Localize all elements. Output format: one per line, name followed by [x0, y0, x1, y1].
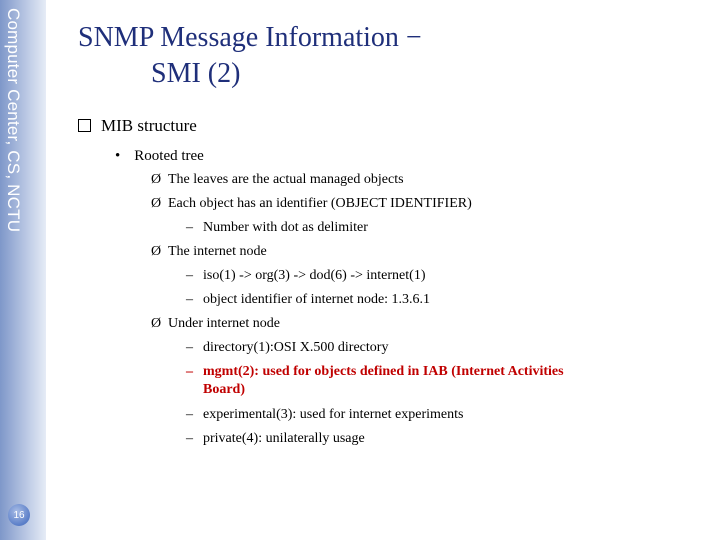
- bullet-mib-structure: [78, 115, 197, 137]
- item-text-continuation: Board): [203, 382, 245, 397]
- item-text: Number with dot as delimiter: [203, 220, 368, 235]
- dash-bullet-icon: –: [186, 364, 193, 379]
- arrow-item: [151, 243, 267, 261]
- sidebar-title: Computer Center, CS, NCTU: [4, 8, 23, 233]
- dash-item: [186, 291, 646, 309]
- item-text: Each object has an identifier (OBJECT IDENTIFIER): [168, 196, 472, 211]
- dash-item: [186, 406, 646, 424]
- title-line-1: SNMP Message Information −: [78, 22, 422, 53]
- dash-item: [186, 339, 646, 357]
- arrow-item: [151, 171, 404, 189]
- item-text: directory(1):OSI X.500 directory: [203, 340, 389, 355]
- dash-bullet-icon: –: [186, 431, 193, 446]
- dash-bullet-icon: –: [186, 340, 193, 355]
- arrow-item: [151, 195, 472, 213]
- item-text: The leaves are the actual managed objects: [168, 172, 404, 187]
- dash-item-highlighted: [186, 363, 646, 399]
- page-number-badge: 16: [8, 504, 30, 526]
- title-line-2: SMI (2): [151, 58, 241, 89]
- item-text: iso(1) -> org(3) -> dod(6) -> internet(1): [203, 268, 426, 283]
- dash-bullet-icon: –: [186, 220, 193, 235]
- sidebar: [0, 0, 46, 540]
- arrow-bullet-icon: Ø: [151, 316, 162, 331]
- item-text: Under internet node: [168, 316, 280, 331]
- dash-item: [186, 267, 646, 285]
- arrow-bullet-icon: Ø: [151, 244, 162, 259]
- dash-bullet-icon: –: [186, 268, 193, 283]
- slide-title: [78, 20, 638, 92]
- bullet-text: Rooted tree: [134, 148, 204, 164]
- dash-bullet-icon: –: [186, 407, 193, 422]
- arrow-bullet-icon: Ø: [151, 172, 162, 187]
- item-text: private(4): unilaterally usage: [203, 431, 365, 446]
- item-text: experimental(3): used for internet experiments: [203, 407, 464, 422]
- dash-item: [186, 430, 646, 448]
- dash-bullet-icon: –: [186, 292, 193, 307]
- item-text: mgmt(2): used for objects defined in IAB (Internet Activities: [203, 364, 564, 379]
- item-text: object identifier of internet node: 1.3.6.1: [203, 292, 431, 307]
- bullet-text: MIB structure: [101, 116, 197, 135]
- arrow-item: [151, 315, 280, 333]
- checkbox-bullet-icon: [78, 119, 91, 132]
- bullet-rooted-tree: [115, 146, 204, 166]
- arrow-bullet-icon: Ø: [151, 196, 162, 211]
- item-text: The internet node: [168, 244, 267, 259]
- dash-item: [186, 219, 646, 237]
- dot-bullet-icon: •: [115, 148, 121, 164]
